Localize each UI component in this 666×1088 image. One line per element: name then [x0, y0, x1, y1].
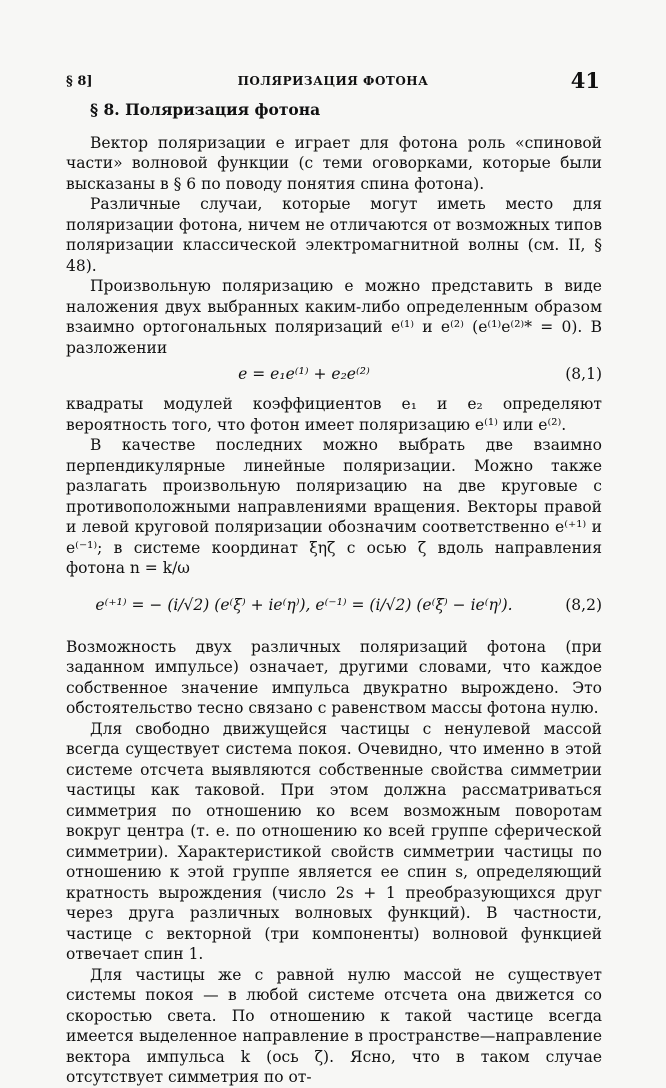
running-head-title: ПОЛЯРИЗАЦИЯ ФОТОНА	[237, 74, 429, 88]
running-head-section: § 8]	[66, 74, 93, 89]
equation-8-1-number: (8,1)	[565, 365, 602, 383]
paragraph-7: Для свободно движущейся частицы с ненулевой массой всегда существует система покоя. Очевидно, что именно в этой системе отсчета выявляются собственные свойства симметрии частицы как таковой. При этом должна рассматриваться симметрия по отношению ко всем возможным поворотам вокруг центра (т. е. по отношению ко всей группе сферической симметрии). Характеристикой свойств симметрии частицы по отношению к этой группе является ее спин s, определяющий кратность вырождения (число 2s + 1 преобразующихся друг через друга различных волновых функций). В частности, частице с векторной (три компоненты) волновой функцией отвечает спин 1.	[66, 719, 602, 963]
equation-8-1	[66, 358, 602, 394]
equation-8-2	[66, 579, 602, 637]
paragraph-4: квадраты модулей коэффициентов e₁ и e₂ определяют вероятность того, что фотон имеет поляризацию e⁽¹⁾ или e⁽²⁾.	[66, 395, 602, 434]
paragraph-2: Различные случаи, которые могут иметь место для поляризации фотона, ничем не отличаются от возможных типов поляризации классической электромагнитной волны (см. II, § 48).	[66, 195, 602, 275]
paragraph-1: Вектор поляризации e играет для фотона роль «спиновой части» волновой функции (с теми оговорками, которые были высказаны в § 6 по поводу понятия спина фотона).	[66, 133, 602, 193]
body-text	[66, 100, 602, 1088]
paragraph-8: Для частицы же с равной нулю массой не существует системы покоя — в любой системе отсчета она движется со скоростью света. По отношению к такой частице всегда имеется выделенное направление в пространстве—направление вектора импульса k (ось ζ). Ясно, что в таком случае отсутствует симметрия по от-	[66, 965, 602, 1086]
running-head	[66, 68, 600, 92]
page-number: 41	[570, 68, 600, 93]
section-heading: § 8. Поляризация фотона	[90, 100, 321, 119]
paragraph-3: Произвольную поляризацию e можно представить в виде наложения двух выбранных каким-либо определенным образом взаимно ортогональных поляризаций e⁽¹⁾ и e⁽²⁾ (e⁽¹⁾e⁽²⁾* = 0). В разложении	[66, 277, 602, 357]
paragraph-6: Возможность двух различных поляризаций фотона (при заданном импульсе) означает, другими словами, что каждое собственное значение импульса двукратно вырождено. Это обстоятельство тесно связано с равенством массы фотона нулю.	[66, 637, 602, 717]
equation-8-2-number: (8,2)	[565, 595, 602, 614]
equation-8-2-body: e⁽⁺¹⁾ = − (i/√2) (e⁽ξ⁾ + ie⁽η⁾), e⁽⁻¹⁾ = (i/√2) (e⁽ξ⁾ − ie⁽η⁾).	[95, 595, 513, 614]
equation-8-1-body: e = e₁e⁽¹⁾ + e₂e⁽²⁾	[238, 365, 370, 383]
paragraph-5: В качестве последних можно выбрать две взаимно перпендикулярные линейные поляризации. Можно также разлагать произвольную поляризацию на две круговые с противоположными направлениями вращения. Векторы правой и левой круговой поляризации обозначим соответственно e⁽⁺¹⁾ и e⁽⁻¹⁾; в системе координат ξηζ с осью ζ вдоль направления фотона n = k/ω	[66, 436, 602, 577]
